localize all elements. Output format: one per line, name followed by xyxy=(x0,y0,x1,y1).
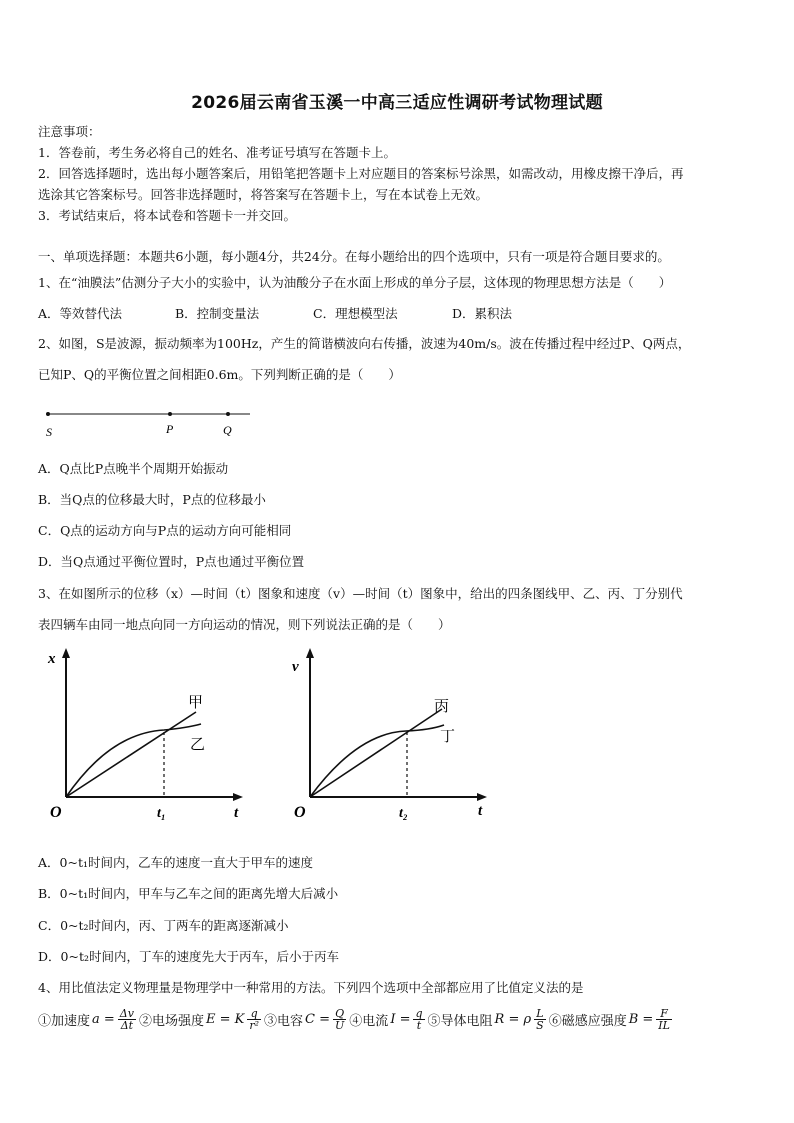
vt-y-arrow xyxy=(306,648,314,658)
q3-option-c: C．0~t₂时间内，丙、丁两车的距离逐渐减小 xyxy=(38,918,289,933)
q1-option-c: C．理想模型法 xyxy=(313,306,398,321)
vt-y-label: v xyxy=(292,659,299,675)
q3-option-b: B．0~t₁时间内，甲车与乙车之间的距离先增大后减小 xyxy=(38,886,339,901)
jia-label: 甲 xyxy=(188,695,204,711)
vt-t2-label: t₂ xyxy=(399,806,408,821)
yi-label: 乙 xyxy=(190,737,206,753)
xt-y-arrow xyxy=(62,648,70,658)
xt-graph xyxy=(38,645,253,830)
q2-option-a: A．Q点比P点晚半个周期开始振动 xyxy=(38,461,229,476)
formula-current: ④电流 I = $\frac{q}{t}$ xyxy=(349,1007,423,1032)
q2-option-c: C．Q点的运动方向与P点的运动方向可能相同 xyxy=(38,523,292,538)
label-q: Q xyxy=(223,423,232,437)
vt-x-arrow xyxy=(477,793,487,801)
wave-figure xyxy=(40,405,260,441)
q2-option-d: D．当Q点通过平衡位置时，P点也通过平衡位置 xyxy=(38,554,305,569)
formula-magnetic-induction: ⑥磁感应强度 B = $\frac{F}{IL}$ xyxy=(548,1007,670,1032)
vt-origin: O xyxy=(294,804,306,821)
bing-label: 丙 xyxy=(434,699,450,715)
section-heading: 一、单项选择题：本题共6小题，每小题4分，共24分。在每小题给出的四个选项中，只有一项是符合题目要求的。 xyxy=(38,249,670,264)
label-p: P xyxy=(166,422,174,436)
q4-formula-row xyxy=(38,1008,758,1031)
point-p xyxy=(168,412,172,416)
xt-x-label: t xyxy=(234,805,239,821)
label-s: S xyxy=(46,425,52,439)
xt-y-label: x xyxy=(48,651,56,667)
q2-stem-line2: 已知P、Q的平衡位置之间相距0.6m。下列判断正确的是（ ） xyxy=(38,367,401,382)
q1-stem: 1、在“油膜法”估测分子大小的实验中，认为油酸分子在水面上形成的单分子层，这体现的物理思想方法是（ ） xyxy=(38,275,672,290)
q1-option-d: D．累积法 xyxy=(452,306,513,321)
q2-stem-line1: 2、如图，S是波源，振动频率为100Hz，产生的简谐横波向右传播，波速为40m/s。波在传播过程中经过P、Q两点， xyxy=(38,336,691,351)
q3-option-a: A．0~t₁时间内，乙车的速度一直大于甲车的速度 xyxy=(38,855,313,870)
formula-electric-field: ②电场强度 E = K $\frac{q}{\text{r²}}$ xyxy=(138,1007,260,1032)
q3-stem-line2: 表四辆车由同一地点向同一方向运动的情况，则下列说法正确的是（ ） xyxy=(38,617,451,632)
xt-origin: O xyxy=(50,804,62,821)
xt-t1-label: t₁ xyxy=(157,806,166,821)
vt-x-label: t xyxy=(478,803,483,819)
point-q xyxy=(226,412,230,416)
q3-stem-line1: 3、在如图所示的位移（x）—时间（t）图象和速度（v）—时间（t）图象中，给出的四条图线甲、乙、丙、丁分别代 xyxy=(38,586,683,601)
yi-curve xyxy=(66,724,201,797)
formula-acceleration: ①加速度 a = $\frac{\Delta v}{\Delta t}$ xyxy=(38,1007,134,1032)
notice-item: 1．答卷前，考生务必将自己的姓名、准考证号填写在答题卡上。 xyxy=(38,145,396,160)
formula-resistance: ⑤导体电阻 R = ρ $\frac{L}{S}$ xyxy=(427,1007,544,1032)
q3-option-d: D．0~t₂时间内，丁车的速度先大于丙车，后小于丙车 xyxy=(38,949,339,964)
q4-stem: 4、用比值法定义物理量是物理学中一种常用的方法。下列四个选项中全部都应用了比值定义法的是 xyxy=(38,980,584,995)
point-s xyxy=(46,412,50,416)
vt-graph xyxy=(282,645,497,830)
xt-x-arrow xyxy=(233,793,243,801)
q1-option-a: A．等效替代法 xyxy=(38,306,123,321)
notice-item: 3．考试结束后，将本试卷和答题卡一并交回。 xyxy=(38,208,296,223)
ding-label: 丁 xyxy=(440,729,456,745)
ding-curve xyxy=(310,725,444,797)
notice-item: 选涂其它答案标号。回答非选择题时，将答案写在答题卡上，写在本试卷上无效。 xyxy=(38,187,489,202)
notice-heading: 注意事项： xyxy=(38,124,101,139)
bing-line xyxy=(310,709,442,797)
notice-item: 2．回答选择题时，选出每小题答案后，用铅笔把答题卡上对应题目的答案标号涂黑，如需改动，用橡皮擦干净后，再 xyxy=(38,166,684,181)
q1-option-b: B．控制变量法 xyxy=(175,306,260,321)
page-title: 2026届云南省玉溪一中高三适应性调研考试物理试题 xyxy=(191,93,603,113)
jia-line xyxy=(66,712,196,797)
q2-option-b: B．当Q点的位移最大时，P点的位移最小 xyxy=(38,492,266,507)
formula-capacitance: ③电容 C = $\frac{Q}{U}$ xyxy=(264,1007,345,1032)
